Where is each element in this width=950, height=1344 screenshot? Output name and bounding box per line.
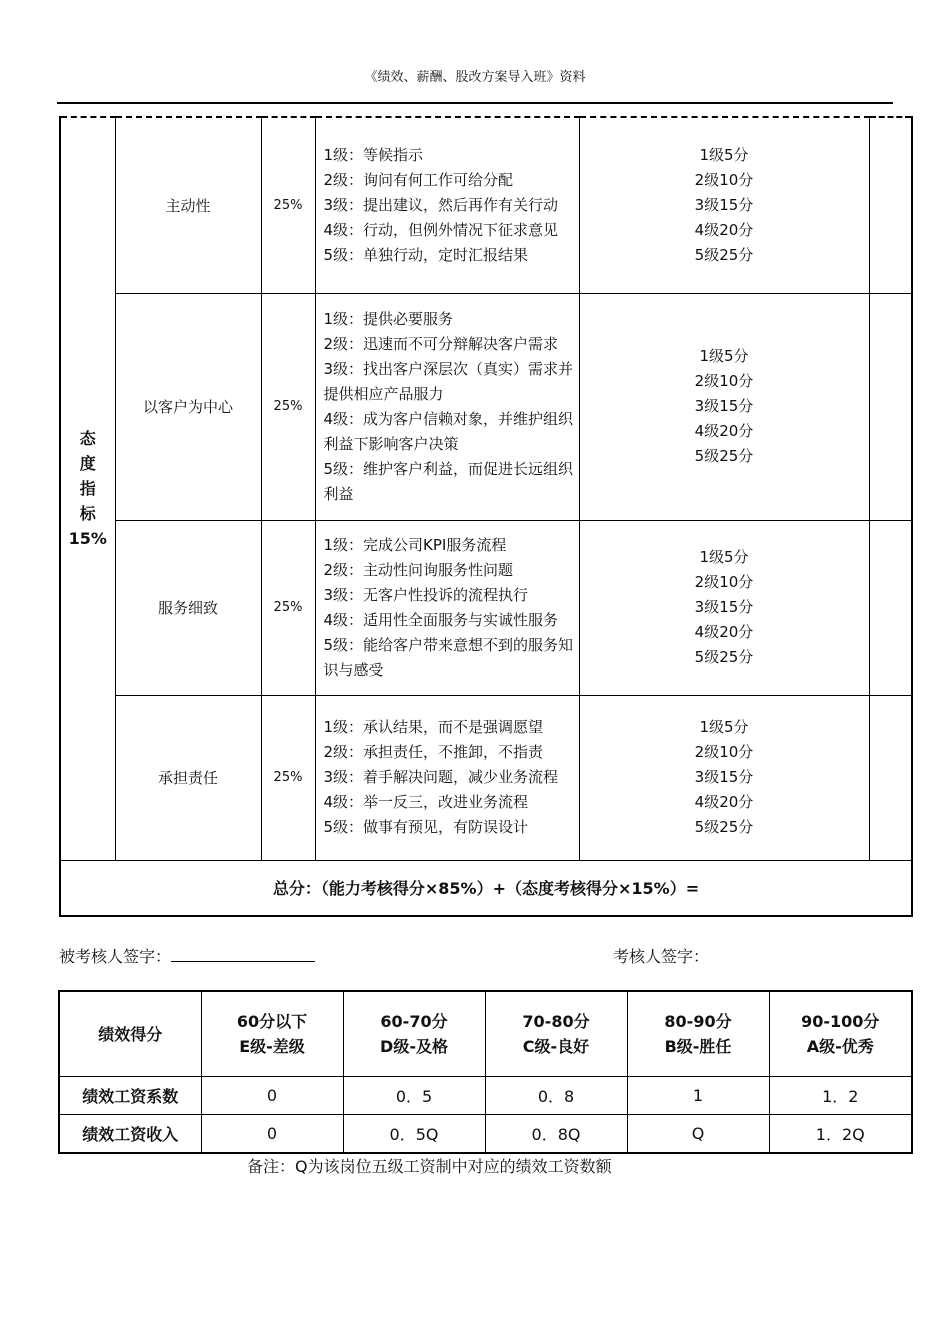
indicator-weight: 25%	[261, 695, 315, 860]
grade-header	[343, 991, 485, 1077]
table-cell: 0	[201, 1077, 343, 1115]
level-item: 5级：单独行动，定时汇报结果	[323, 245, 529, 264]
level-item: 4级：成为客户信赖对象，并维护组织利益下影响客户决策	[323, 409, 574, 453]
grade-label: A级-优秀	[806, 1037, 874, 1056]
score-item: 4级20分	[694, 422, 754, 440]
level-descriptions	[315, 520, 579, 695]
grade-label: E级-差级	[239, 1037, 305, 1056]
score-input-cell[interactable]	[869, 695, 912, 860]
level-item: 5级：做事有预见，有防误设计	[323, 818, 529, 836]
table-note: 备注：Q为该岗位五级工资制中对应的绩效工资数额	[247, 1157, 612, 1176]
grade-label: B级-胜任	[664, 1037, 732, 1056]
table-cell: 0．8	[485, 1077, 627, 1115]
level-item: 1级：承认结果，而不是强调愿望	[323, 718, 544, 736]
grade-header	[201, 991, 343, 1077]
table-cell: 1	[627, 1077, 769, 1115]
level-item: 3级：无客户性投诉的流程执行	[323, 585, 529, 604]
category-char: 态	[79, 429, 96, 449]
score-item: 4级20分	[694, 623, 754, 641]
level-item: 1级：提供必要服务	[323, 309, 454, 328]
pay-table-corner: 绩效得分	[59, 991, 201, 1077]
grade-range: 60-70分	[380, 1012, 448, 1031]
attitude-category-cell	[60, 117, 115, 860]
header-rule	[57, 102, 893, 104]
score-item: 5级25分	[694, 447, 754, 465]
grade-label: C级-良好	[522, 1037, 590, 1056]
indicator-weight: 25%	[261, 293, 315, 520]
level-scores	[579, 695, 869, 860]
score-item: 1级5分	[699, 548, 749, 566]
assessee-signature-line[interactable]	[171, 947, 315, 962]
level-item: 2级：承担责任，不推卸，不指责	[323, 743, 544, 761]
table-cell: 0．5	[343, 1077, 485, 1115]
grade-range: 60分以下	[236, 1012, 308, 1031]
level-item: 5级：能给客户带来意想不到的服务知识与感受	[323, 635, 574, 679]
indicator-name: 承担责任	[115, 695, 261, 860]
score-item: 3级15分	[694, 195, 754, 214]
level-scores	[579, 293, 869, 520]
level-item: 1级：等候指示	[323, 145, 424, 164]
score-item: 2级10分	[694, 743, 754, 761]
table-cell: 1．2Q	[769, 1115, 912, 1153]
score-item: 3级15分	[694, 768, 754, 786]
performance-pay-table	[58, 990, 913, 1154]
assessee-signature-label: 被考核人签字：	[59, 947, 172, 966]
grade-range: 90-100分	[801, 1012, 880, 1031]
score-item: 1级5分	[699, 718, 749, 736]
table-cell: 0	[201, 1115, 343, 1153]
category-weight: 15%	[68, 529, 107, 549]
table-row	[59, 1077, 912, 1115]
level-scores	[579, 520, 869, 695]
level-item: 4级：适用性全面服务与实诚性服务	[323, 610, 559, 629]
level-item: 2级：主动性问询服务性问题	[323, 560, 514, 579]
score-item: 4级20分	[694, 220, 754, 239]
score-item: 3级15分	[694, 397, 754, 415]
score-item: 5级25分	[694, 818, 754, 836]
table-cell: Q	[627, 1115, 769, 1153]
category-char: 度	[79, 454, 96, 474]
level-descriptions	[315, 695, 579, 860]
grade-header	[485, 991, 627, 1077]
attitude-table	[59, 116, 913, 917]
grade-range: 80-90分	[664, 1012, 732, 1031]
table-cell: 0．5Q	[343, 1115, 485, 1153]
category-char: 标	[79, 504, 96, 524]
assessor-signature-label: 考核人签字：	[613, 947, 710, 966]
score-item: 2级10分	[694, 372, 754, 390]
level-descriptions	[315, 293, 579, 520]
score-input-cell[interactable]	[869, 293, 912, 520]
indicator-name: 主动性	[115, 117, 261, 293]
category-char: 指	[79, 479, 96, 499]
score-item: 1级5分	[699, 145, 749, 164]
indicator-name: 以客户为中心	[115, 293, 261, 520]
level-item: 3级：着手解决问题，减少业务流程	[323, 768, 559, 786]
level-item: 2级：询问有何工作可给分配	[323, 170, 514, 189]
grade-header	[627, 991, 769, 1077]
score-item: 1级5分	[699, 347, 749, 365]
grade-header	[769, 991, 912, 1077]
score-item: 3级15分	[694, 598, 754, 616]
grade-range: 70-80分	[522, 1012, 590, 1031]
table-cell: 0．8Q	[485, 1115, 627, 1153]
score-item: 4级20分	[694, 793, 754, 811]
row-label: 绩效工资收入	[59, 1115, 201, 1153]
level-item: 2级：迅速而不可分辩解决客户需求	[323, 334, 559, 353]
indicator-weight: 25%	[261, 520, 315, 695]
score-item: 5级25分	[694, 245, 754, 264]
level-item: 4级：举一反三，改进业务流程	[323, 793, 529, 811]
score-input-cell[interactable]	[869, 520, 912, 695]
level-scores	[579, 117, 869, 293]
assessee-signature	[59, 944, 315, 967]
score-item: 2级10分	[694, 170, 754, 189]
table-cell: 1．2	[769, 1077, 912, 1115]
indicator-weight: 25%	[261, 117, 315, 293]
level-item: 3级：找出客户深层次（真实）需求并提供相应产品服力	[323, 359, 574, 403]
score-item: 5级25分	[694, 648, 754, 666]
indicator-name: 服务细致	[115, 520, 261, 695]
score-item: 2级10分	[694, 573, 754, 591]
level-item: 3级：提出建议，然后再作有关行动	[323, 195, 559, 214]
score-input-cell[interactable]	[869, 117, 912, 293]
total-score-formula: 总分：（能力考核得分×85%）+（态度考核得分×15%）=	[60, 860, 912, 916]
level-item: 5级：维护客户利益，而促进长远组织利益	[323, 459, 574, 503]
level-item: 4级：行动，但例外情况下征求意见	[323, 220, 559, 239]
grade-label: D级-及格	[380, 1037, 448, 1056]
table-row	[59, 1115, 912, 1153]
row-label: 绩效工资系数	[59, 1077, 201, 1115]
level-item: 1级：完成公司KPI服务流程	[323, 535, 507, 554]
document-header: 《绩效、薪酬、股改方案导入班》资料	[364, 70, 586, 85]
level-descriptions	[315, 117, 579, 293]
